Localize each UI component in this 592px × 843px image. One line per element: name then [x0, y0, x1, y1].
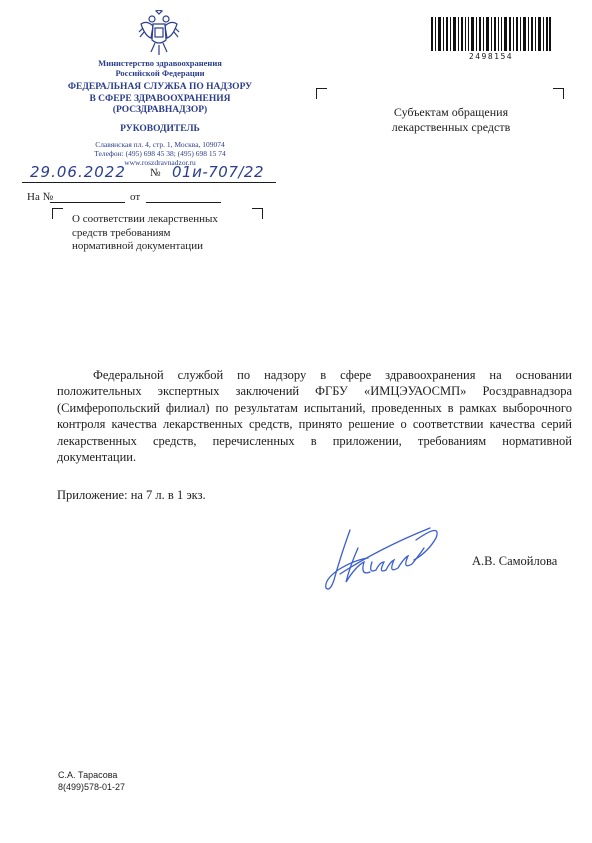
- attachment-note: Приложение: на 7 л. в 1 экз.: [57, 488, 206, 502]
- letter-subject: О соответствии лекарственных средств требованиям нормативной документации: [72, 213, 218, 252]
- addressee-bracket-right: [553, 88, 564, 99]
- date-underline: [22, 182, 276, 183]
- addressee-bracket-left: [316, 88, 327, 99]
- registration-number: 01и-707/22: [172, 163, 265, 181]
- executor-phone: 8(499)578-01-27: [58, 781, 126, 792]
- ref-from-label: от: [130, 191, 141, 203]
- barcode-icon: [431, 17, 551, 51]
- head-title: РУКОВОДИТЕЛЬ: [120, 124, 200, 134]
- letter-body: Федеральной службой по надзору в сфере здравоохранения на основании положительных экспертных заключений ФГБУ «ИМЦЭУАОСМП» Росздравнадзора (Симферопольский филиал) по результатам испытаний, проведенных в рамках выборочного контроля качества лекарственных средств, принято решение о соответствии качества серий лекарственных средств, перечисленных в приложении, требованиям нормативной документации.: [57, 368, 572, 465]
- ref-from-line: [146, 202, 221, 203]
- agency-name: ФЕДЕРАЛЬНАЯ СЛУЖБА ПО НАДЗОРУ В СФЕРЕ ЗДРАВООХРАНЕНИЯ (РОСЗДРАВНАДЗОР): [67, 82, 253, 115]
- executor-name: С.А. Тарасова: [58, 770, 118, 780]
- website: www.roszdravnadzor.ru: [124, 158, 196, 167]
- address: Славянская пл. 4, стр. 1, Москва, 109074: [95, 140, 225, 149]
- addressee: Субъектам обращения лекарственных средств: [391, 105, 511, 134]
- signer-name: А.В. Самойлова: [472, 554, 558, 568]
- registration-date: 29.06.2022: [30, 163, 126, 181]
- subject-bracket-left: [52, 208, 63, 219]
- ref-number-line: [50, 202, 125, 203]
- phone: Телефон: (495) 698 45 38; (495) 698 15 74: [94, 149, 226, 158]
- coat-of-arms-icon: [137, 10, 181, 56]
- ref-number-label: На №: [27, 191, 54, 203]
- signature-image: [320, 518, 450, 598]
- ministry-name: Министерство здравоохранения Российской Федерации: [98, 58, 222, 78]
- executor-block: [58, 770, 125, 793]
- barcode-number: 2498154: [468, 52, 514, 61]
- number-label: №: [150, 167, 161, 179]
